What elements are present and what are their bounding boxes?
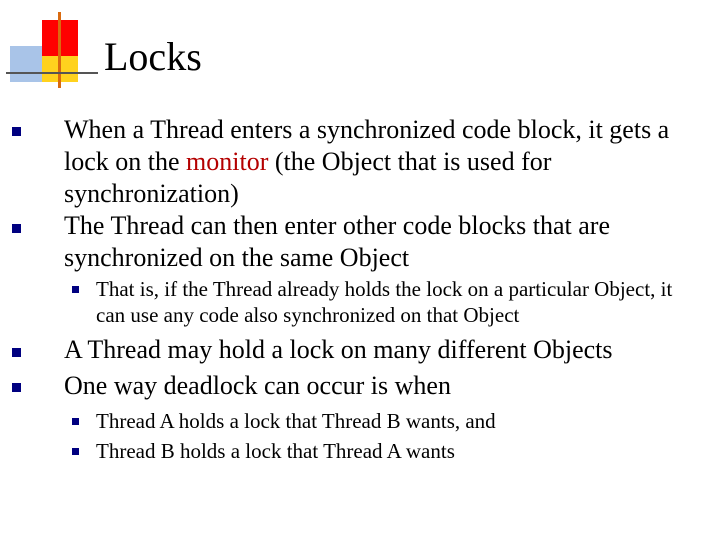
list-item — [64, 210, 704, 274]
bullet-1-highlight: monitor — [186, 147, 269, 176]
sub-list-item — [60, 408, 700, 434]
slide-logo — [0, 0, 110, 110]
logo-horizontal-line — [6, 72, 98, 74]
bullet-1-text-b: (the Object that is used for synchronization) — [64, 147, 552, 208]
bullet-icon — [12, 224, 21, 233]
bullet-icon — [12, 348, 21, 357]
list-item — [64, 370, 704, 402]
logo-blue-square — [10, 46, 44, 82]
bullet-icon — [12, 383, 21, 392]
sub-bullet-1-text: That is, if the Thread already holds the lock on a particular Object, it can use any code also synchronized on that Object — [96, 277, 673, 327]
bullet-4-text: One way deadlock can occur is when — [64, 371, 451, 400]
sub-bullet-icon — [72, 418, 79, 425]
bullet-3-text: A Thread may hold a lock on many different Objects — [64, 335, 613, 364]
list-item — [64, 114, 704, 210]
sub-bullet-icon — [72, 448, 79, 455]
slide-title: Locks — [104, 34, 202, 79]
bullet-2-text: The Thread can then enter other code blocks that are synchronized on the same Object — [64, 211, 610, 272]
logo-vertical-line — [58, 12, 61, 88]
sub-list-item — [60, 438, 700, 464]
sub-list-item — [60, 276, 700, 328]
bullet-1-text-a: When a Thread enters a synchronized code block, it gets a lock on the — [64, 115, 670, 176]
list-item — [64, 334, 714, 366]
sub-bullet-icon — [72, 286, 79, 293]
sub-bullet-2-text: Thread A holds a lock that Thread B wants, and — [96, 409, 496, 433]
sub-bullet-3-text: Thread B holds a lock that Thread A wants — [96, 439, 455, 463]
bullet-icon — [12, 127, 21, 136]
